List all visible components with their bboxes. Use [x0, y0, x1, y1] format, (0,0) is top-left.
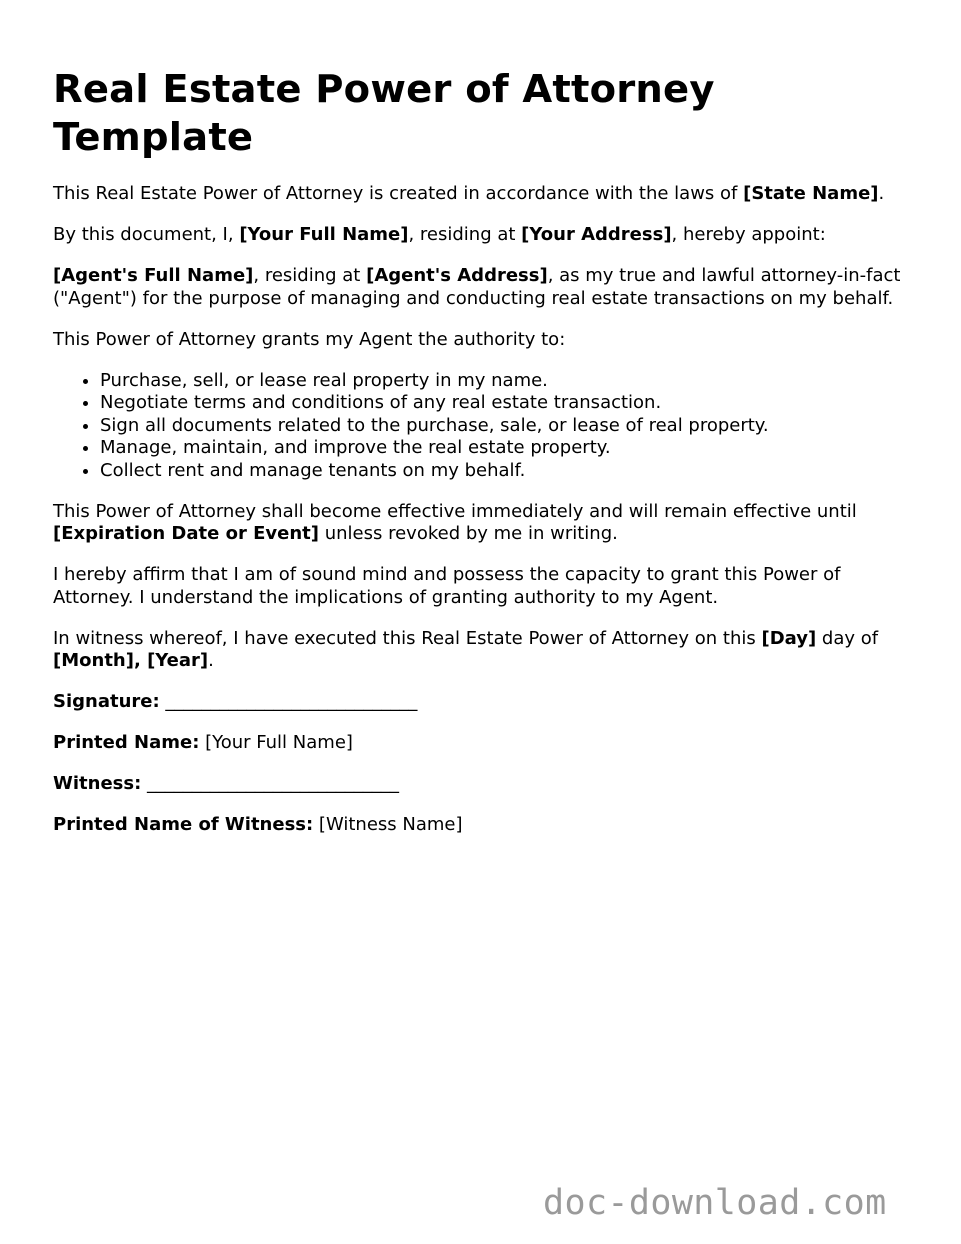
appointment-paragraph	[53, 224, 913, 247]
document-page	[53, 0, 913, 837]
list-item: • Manage, maintain, and improve the real estate property.	[100, 437, 913, 460]
principal-address-placeholder: [Your Address]	[521, 224, 672, 245]
witness-clause-prefix: In witness whereof, I have executed this Real Estate Power of Attorney on this	[53, 627, 762, 649]
affirmation-paragraph: I hereby affirm that I am of sound mind and possess the capacity to grant this Power of Attorney. I understand the implications of granting authority to my Agent.	[53, 564, 841, 608]
agent-middle: , residing at	[253, 265, 367, 286]
witness-clause-end: .	[208, 650, 214, 671]
witness-label: Witness:	[53, 773, 142, 794]
day-placeholder: [Day]	[761, 627, 817, 649]
agent-suffix: , as my true and lawful attorney-in-fact ("Agent") for the purpose of managing and conducting real estate transactions on my behalf.	[53, 265, 901, 309]
powers-list	[53, 370, 913, 483]
signature-label: Signature:	[53, 691, 160, 712]
expiration-placeholder: [Expiration Date or Event]	[53, 523, 319, 544]
grants-intro: This Power of Attorney grants my Agent the authority to:	[53, 328, 566, 350]
list-item: • Collect rent and manage tenants on my behalf.	[100, 460, 913, 483]
month-year-placeholder: [Month], [Year]	[53, 650, 209, 671]
printed-name-field	[53, 732, 913, 755]
effective-suffix: unless revoked by me in writing.	[319, 523, 618, 544]
intro-paragraph	[53, 183, 913, 206]
witness-field[interactable]	[53, 773, 913, 796]
watermark: doc-download.com	[543, 1183, 887, 1223]
list-item: • Purchase, sell, or lease real property in my name.	[100, 370, 913, 393]
effective-prefix: This Power of Attorney shall become effective immediately and will remain effective until	[53, 500, 857, 522]
signature-field[interactable]	[53, 691, 913, 714]
appointment-middle: , residing at	[408, 224, 522, 245]
appointment-suffix: , hereby appoint:	[671, 224, 826, 245]
agent-address-placeholder: [Agent's Address]	[366, 265, 548, 286]
intro-text: This Real Estate Power of Attorney is created in accordance with the laws of	[53, 183, 744, 204]
witness-line[interactable]: ____________________________	[141, 773, 400, 794]
printed-witness-label: Printed Name of Witness:	[53, 814, 314, 835]
printed-witness-value: [Witness Name]	[313, 814, 463, 835]
intro-end: .	[878, 183, 885, 204]
witness-clause-middle: day of	[816, 627, 879, 649]
effective-paragraph	[53, 501, 913, 546]
list-item: • Sign all documents related to the purchase, sale, or lease of real property.	[100, 415, 913, 438]
witness-clause-paragraph	[53, 628, 913, 673]
agent-name-placeholder: [Agent's Full Name]	[53, 265, 254, 286]
printed-name-label: Printed Name:	[53, 732, 200, 753]
printed-name-value: [Your Full Name]	[199, 732, 353, 753]
appointment-prefix: By this document, I,	[53, 224, 240, 245]
agent-paragraph	[53, 265, 913, 310]
document-title: Real Estate Power of Attorney Template	[53, 67, 715, 160]
signature-line[interactable]: ____________________________	[159, 691, 418, 712]
list-item: • Negotiate terms and conditions of any real estate transaction.	[100, 392, 913, 415]
printed-witness-field	[53, 814, 913, 837]
principal-name-placeholder: [Your Full Name]	[239, 224, 409, 245]
state-name-placeholder: [State Name]	[743, 183, 879, 204]
